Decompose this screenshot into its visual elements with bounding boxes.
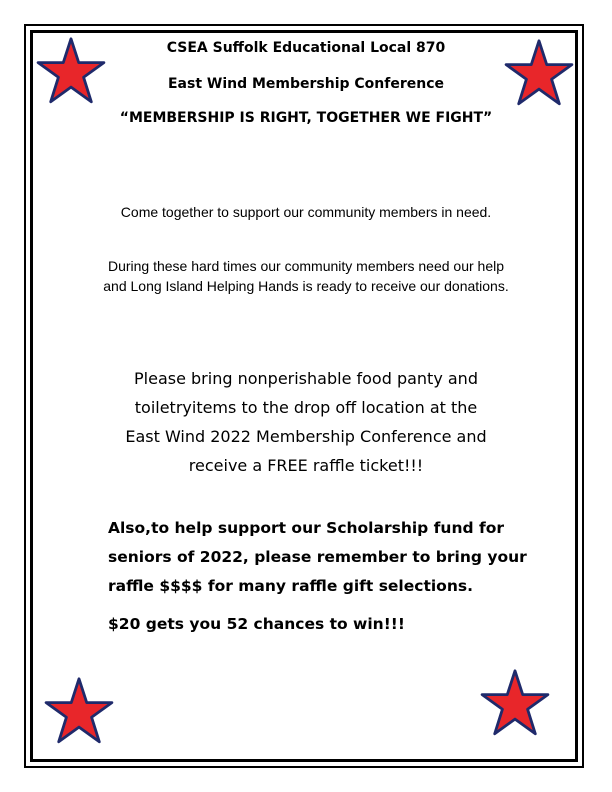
star-icon bbox=[480, 668, 550, 738]
donation-instructions: Please bring nonperishable food panty and toiletryitems to the drop off location at the East Wind 2022 Membership Conference and receive a FREE raffle ticket!!! bbox=[125, 369, 487, 475]
raffle-offer: $20 gets you 52 chances to win!!! bbox=[108, 615, 405, 633]
organization-title: CSEA Suffolk Educational Local 870 bbox=[166, 40, 446, 56]
slogan: “MEMBERSHIP IS RIGHT, TOGETHER WE FIGHT” bbox=[119, 110, 493, 126]
conference-title: East Wind Membership Conference bbox=[167, 76, 445, 92]
hard-times-text: During these hard times our community members need our help and Long Island Helping Hands is ready to receive our donations. bbox=[103, 258, 509, 294]
scholarship-text: Also,to help support our Scholarship fund for seniors of 2022, please remember to bring your raffle $$$$ for many raffle gift selections. bbox=[108, 519, 527, 595]
star-icon bbox=[44, 676, 114, 746]
intro-text: Come together to support our community members in need. bbox=[120, 204, 492, 220]
